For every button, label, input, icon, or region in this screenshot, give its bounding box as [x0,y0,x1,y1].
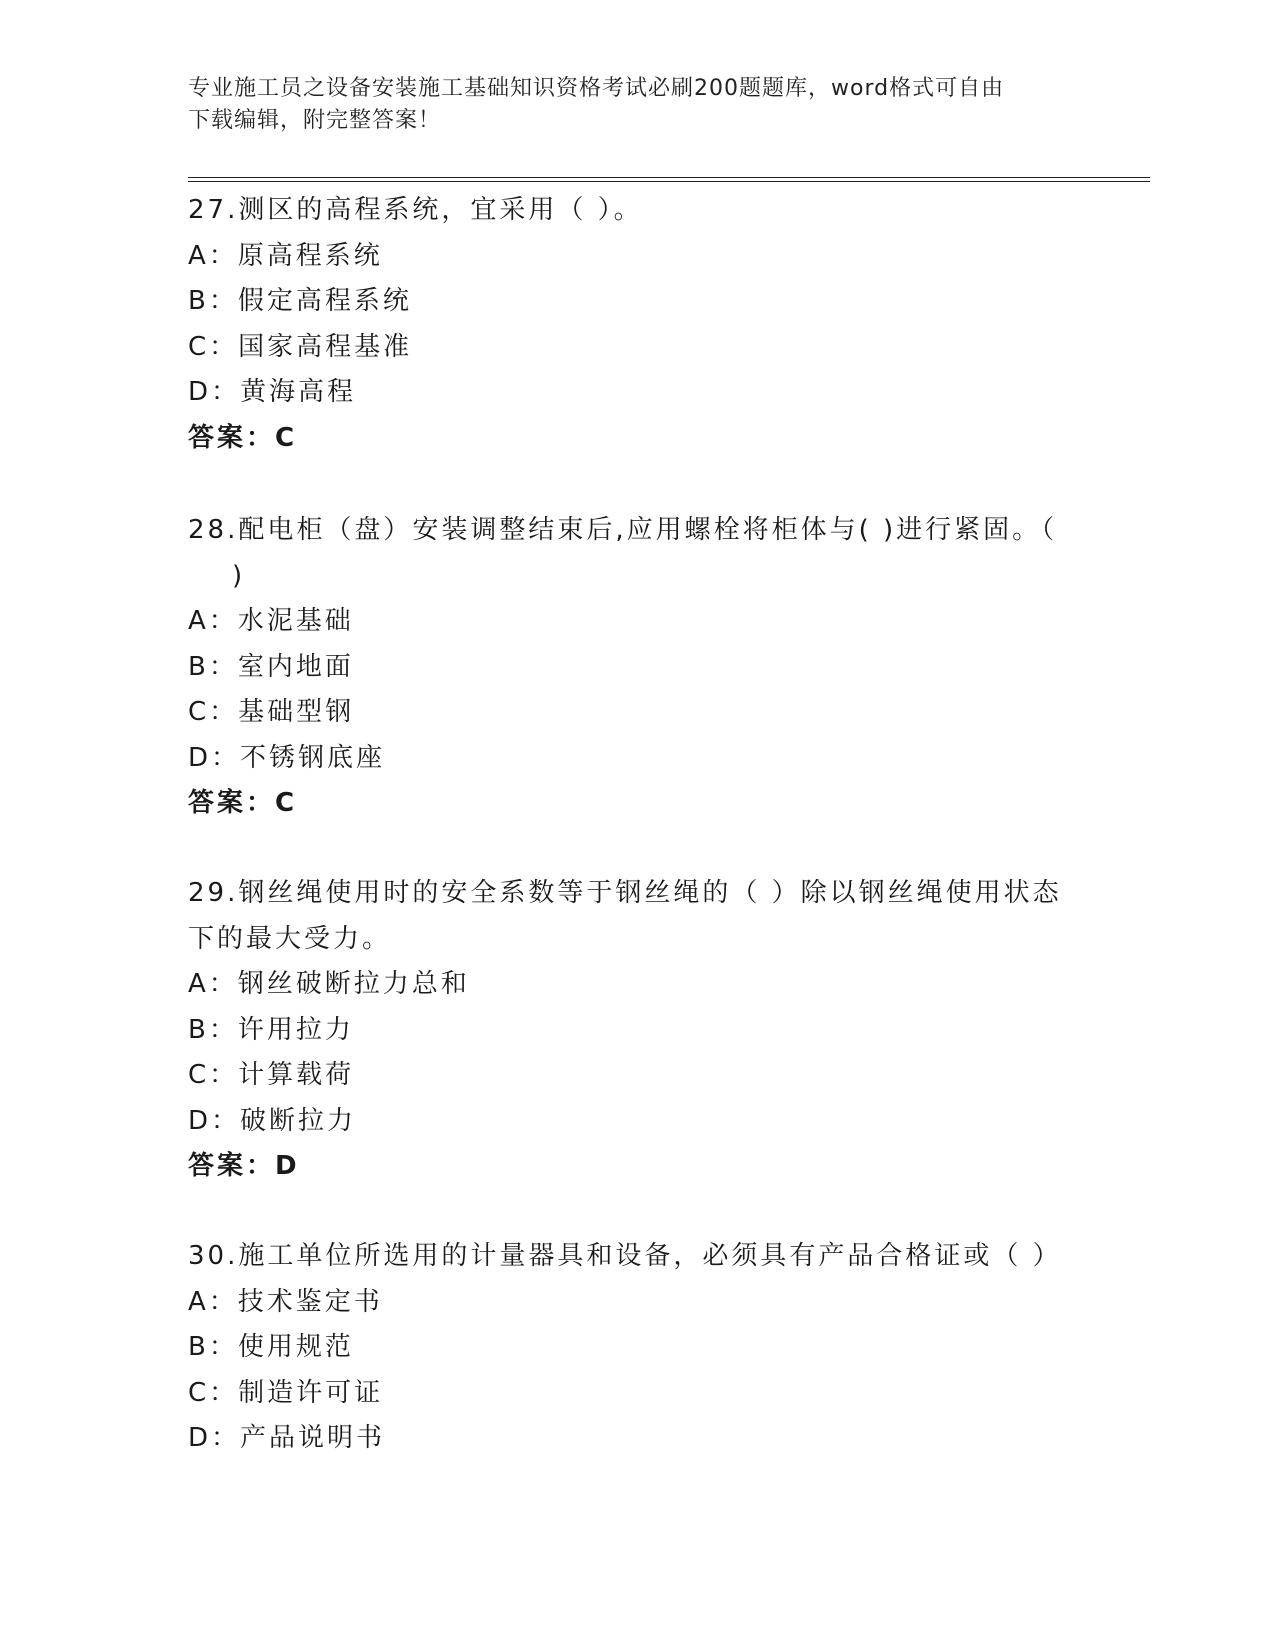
question-30 [188,1234,1088,1462]
question-stem-continued: 下的最大受力。 [188,923,392,954]
option-a: A：钢丝破断拉力总和 [188,969,470,999]
option-b: B：室内地面 [188,651,354,682]
option-a: A：原高程系统 [188,240,383,271]
option-d: D：黄海高程 [188,377,357,407]
question-stem: 29.钢丝绳使用时的安全系数等于钢丝绳的（ ）除以钢丝绳使用状态 [188,878,1062,908]
option-c: C：计算载荷 [188,1060,355,1090]
option-d: D：破断拉力 [188,1105,357,1136]
option-a: A：技术鉴定书 [188,1286,383,1317]
option-b: B：许用拉力 [188,1014,354,1045]
header-line-1: 专业施工员之设备安装施工基础知识资格考试必刷200题题库，word格式可自由 [188,76,1005,101]
document-header [188,73,1088,137]
question-27 [188,188,1088,461]
option-b: B：假定高程系统 [188,286,412,316]
header-divider-top [188,177,1150,178]
question-29 [188,871,1088,1190]
answer-line: 答案：C [188,788,298,818]
option-a: A：水泥基础 [188,606,354,636]
option-c: C：基础型钢 [188,697,355,727]
question-stem: 28.配电柜（盘）安装调整结束后,应用螺栓将柜体与( )进行紧固。（ [188,515,1058,545]
option-c: C：制造许可证 [188,1377,384,1408]
question-stem: 30.施工单位所选用的计量器具和设备，必须具有产品合格证或（ ） [188,1241,1062,1271]
option-b: B：使用规范 [188,1332,354,1362]
question-28 [188,508,1088,827]
header-line-2: 下载编辑，附完整答案！ [188,108,442,133]
question-stem: 27.测区的高程系统，宜采用（ ）。 [188,195,643,225]
header-divider-bottom [188,181,1150,182]
answer-line: 答案：C [188,422,298,453]
option-d: D：产品说明书 [188,1423,386,1453]
question-stem-continued: ) [232,560,246,591]
option-c: C：国家高程基准 [188,331,413,362]
answer-line: 答案：D [188,1151,300,1181]
option-d: D：不锈钢底座 [188,742,386,773]
